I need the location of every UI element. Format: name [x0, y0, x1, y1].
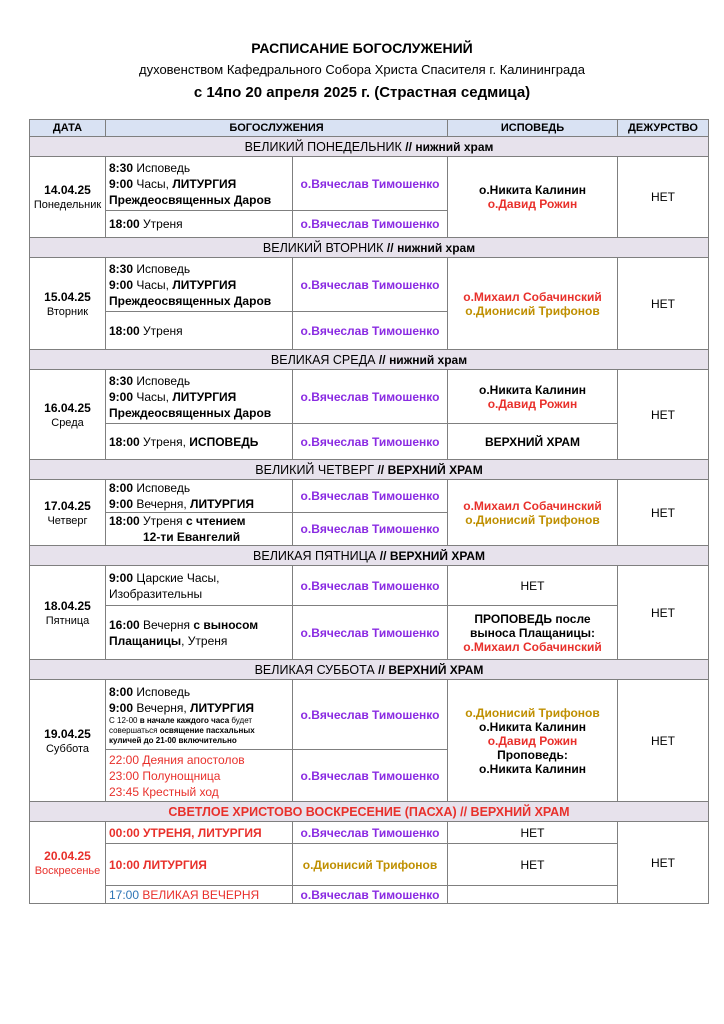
confession-cell: о.Никита Калинин о.Давид Рожин: [448, 157, 618, 238]
duty-cell: НЕТ: [618, 370, 709, 460]
priest-cell: о.Вячеслав Тимошенко: [293, 566, 448, 606]
priest-cell: о.Вячеслав Тимошенко: [293, 258, 448, 312]
priest-cell: о.Дионисий Трифонов: [293, 844, 448, 886]
col-confession: ИСПОВЕДЬ: [448, 120, 618, 137]
service-cell: 17:00 ВЕЛИКАЯ ВЕЧЕРНЯ: [106, 886, 293, 904]
sermon-cell: ПРОПОВЕДЬ после выноса Плащаницы: о.Михаил Собачинский: [448, 606, 618, 660]
duty-cell: НЕТ: [618, 258, 709, 350]
service-cell: 18:00 Утреня: [106, 312, 293, 350]
col-duty: ДЕЖУРСТВО: [618, 120, 709, 137]
schedule-table: [29, 119, 709, 904]
day-header: ВЕЛИКИЙ ПОНЕДЕЛЬНИК // нижний храм: [30, 137, 709, 157]
priest-cell: о.Вячеслав Тимошенко: [293, 750, 448, 802]
confession-cell: НЕТ: [448, 844, 618, 886]
service-cell: 22:00 Деяния апостолов 23:00 Полунощница 23:45 Крестный ход: [106, 750, 293, 802]
confession-cell: НЕТ: [448, 822, 618, 844]
service-cell: 18:00 Утреня с чтением 12-ти Евангелий: [106, 513, 293, 546]
duty-cell: НЕТ: [618, 566, 709, 660]
priest-cell: о.Вячеслав Тимошенко: [293, 312, 448, 350]
day-header: ВЕЛИКАЯ СРЕДА // нижний храм: [30, 350, 709, 370]
date-cell: 15.04.25 Вторник: [30, 258, 106, 350]
day-header: ВЕЛИКАЯ СУББОТА // ВЕРХНИЙ ХРАМ: [30, 660, 709, 680]
service-cell: 8:30 Исповедь 9:00 Часы, ЛИТУРГИЯ Преждеосвященных Даров: [106, 370, 293, 424]
service-cell: 8:00 Исповедь 9:00 Вечерня, ЛИТУРГИЯ С 12-00 в начале каждого часа будет совершаться освящение пасхальных куличей до 21-00 включительно: [106, 680, 293, 750]
service-cell: 18:00 Утреня: [106, 211, 293, 238]
priest-cell: о.Вячеслав Тимошенко: [293, 424, 448, 460]
confession-cell: НЕТ: [448, 566, 618, 606]
confession-cell: ВЕРХНИЙ ХРАМ: [448, 424, 618, 460]
priest-cell: о.Вячеслав Тимошенко: [293, 513, 448, 546]
confession-cell: о.Дионисий Трифонов о.Никита Калинин о.Давид Рожин Проповедь: о.Никита Калинин: [448, 680, 618, 802]
page-title: РАСПИСАНИЕ БОГОСЛУЖЕНИЙ: [251, 40, 473, 56]
day-header: СВЕТЛОЕ ХРИСТОВО ВОСКРЕСЕНИЕ (ПАСХА) // ВЕРХНИЙ ХРАМ: [30, 802, 709, 822]
day-header: ВЕЛИКИЙ ВТОРНИК // нижний храм: [30, 238, 709, 258]
date-cell: 20.04.25 Воскресенье: [30, 822, 106, 904]
date-cell: 16.04.25 Среда: [30, 370, 106, 460]
priest-cell: о.Вячеслав Тимошенко: [293, 480, 448, 513]
date-cell: 18.04.25 Пятница: [30, 566, 106, 660]
service-cell: 18:00 Утреня, ИСПОВЕДЬ: [106, 424, 293, 460]
day-header: ВЕЛИКИЙ ЧЕТВЕРГ // ВЕРХНИЙ ХРАМ: [30, 460, 709, 480]
service-cell: 16:00 Вечерня с выносом Плащаницы, Утреня: [106, 606, 293, 660]
service-cell: 8:30 Исповедь 9:00 Часы, ЛИТУРГИЯ Преждеосвященных Даров: [106, 258, 293, 312]
page-subtitle: духовенством Кафедрального Собора Христа Спасителя г. Калининграда: [139, 62, 585, 77]
date-cell: 14.04.25 Понедельник: [30, 157, 106, 238]
service-cell: 00:00 УТРЕНЯ, ЛИТУРГИЯ: [106, 822, 293, 844]
priest-cell: о.Вячеслав Тимошенко: [293, 370, 448, 424]
day-header: ВЕЛИКАЯ ПЯТНИЦА // ВЕРХНИЙ ХРАМ: [30, 546, 709, 566]
duty-cell: НЕТ: [618, 480, 709, 546]
col-services: БОГОСЛУЖЕНИЯ: [106, 120, 448, 137]
priest-cell: о.Вячеслав Тимошенко: [293, 157, 448, 211]
priest-cell: о.Вячеслав Тимошенко: [293, 822, 448, 844]
service-cell: 10:00 ЛИТУРГИЯ: [106, 844, 293, 886]
service-cell: 8:00 Исповедь 9:00 Вечерня, ЛИТУРГИЯ: [106, 480, 293, 513]
duty-cell: НЕТ: [618, 157, 709, 238]
confession-cell: о.Никита Калинин о.Давид Рожин: [448, 370, 618, 424]
table-header-row: [30, 120, 709, 137]
date-cell: 19.04.25 Суббота: [30, 680, 106, 802]
priest-cell: о.Вячеслав Тимошенко: [293, 606, 448, 660]
duty-cell: НЕТ: [618, 680, 709, 802]
service-cell: 8:30 Исповедь 9:00 Часы, ЛИТУРГИЯ Преждеосвященных Даров: [106, 157, 293, 211]
confession-cell: о.Михаил Собачинский о.Дионисий Трифонов: [448, 258, 618, 350]
priest-cell: о.Вячеслав Тимошенко: [293, 680, 448, 750]
priest-cell: о.Вячеслав Тимошенко: [293, 886, 448, 904]
duty-cell: НЕТ: [618, 822, 709, 904]
service-cell: 9:00 Царские Часы, Изобразительны: [106, 566, 293, 606]
date-range: с 14по 20 апреля 2025 г. (Страстная седмица): [193, 84, 531, 101]
confession-cell: о.Михаил Собачинский о.Дионисий Трифонов: [448, 480, 618, 546]
date-cell: 17.04.25 Четверг: [30, 480, 106, 546]
priest-cell: о.Вячеслав Тимошенко: [293, 211, 448, 238]
col-date: ДАТА: [30, 120, 106, 137]
confession-cell: [448, 886, 618, 904]
